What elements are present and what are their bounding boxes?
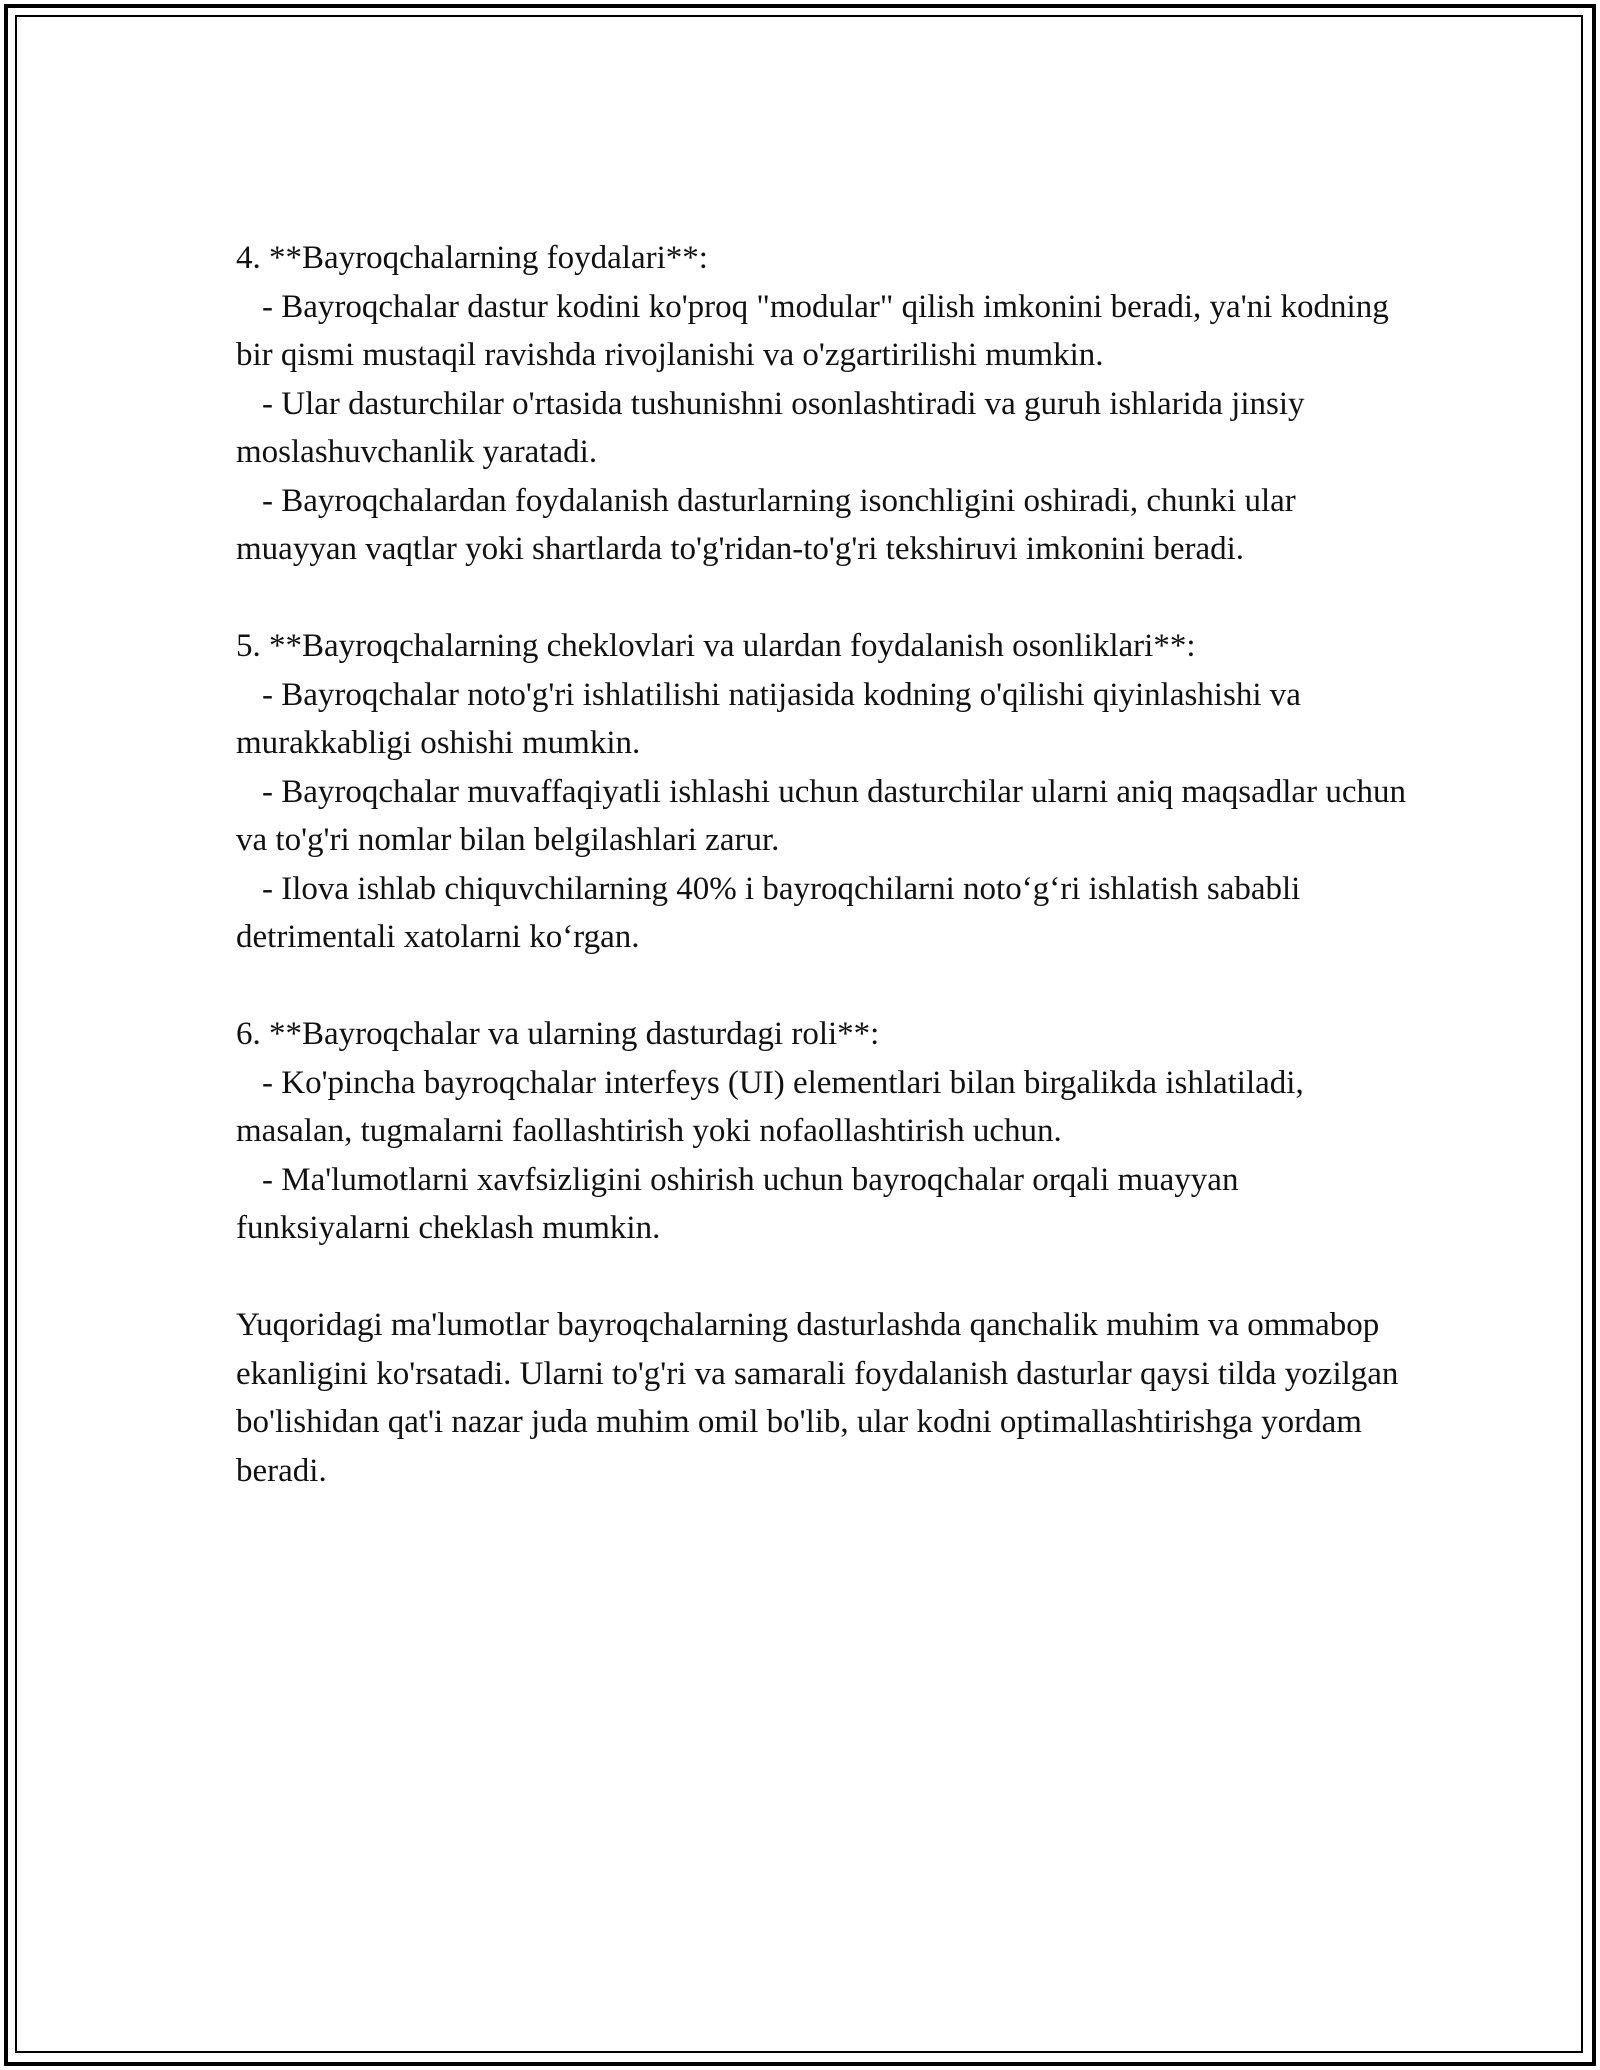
conclusion [236,1301,1406,1495]
list-item [236,671,1406,768]
list-item-continuation: ya'ni kodning bir qismi mustaqil ravishda rivojlanishi va o'zgartirilishi mumkin. [236,288,1389,373]
list-item-first-line: - Bayroqchalardan foydalanish dasturlarning isonchligini oshiradi, chunki [262,482,1237,519]
section-heading: 6. **Bayroqchalar va ularning dasturdagi roli**: [236,1016,880,1052]
conclusion-paragraph: Yuqoridagi ma'lumotlar bayroqchalarning dasturlashda qanchalik muhim va ommabop ekanligini ko'rsatadi. Ularni to'g'ri va samarali foydalanish dasturlar qaysi tilda yozilgan bo'lishidan qat'i nazar juda muhim omil bo'lib, ular kodni optimallashtirishga yordam beradi. [236,1307,1399,1489]
list-item-continuation: qiyinlashishi va murakkabligi oshishi mumkin. [236,676,1301,761]
list-item-continuation: maqsadlar uchun va to'g'ri nomlar bilan belgilashlari zarur. [236,773,1406,858]
list-item [236,768,1406,865]
section-heading: 5. **Bayroqchalarning cheklovlari va ulardan foydalanish osonliklari**: [236,628,1196,664]
section-heading: 4. **Bayroqchalarning foydalari**: [236,240,708,276]
list-item-first-line: - Ma'lumotlarni xavfsizligini oshirish uchun bayroqchalar orqali muayyan [262,1161,1239,1198]
list-item-first-line: - Bayroqchalar noto'g'ri ishlatilishi natijasida kodning o'qilishi [262,676,1085,713]
list-item-first-line: - Ular dasturchilar o'rtasida tushunishni osonlashtiradi va guruh ishlarida [262,385,1223,422]
list-item-first-line: - Ilova ishlab chiquvchilarning 40% i bayroqchilarni noto‘g‘ri ishlatish [262,870,1199,907]
section-4 [236,234,1406,574]
list-item-first-line: - Bayroqchalar muvaffaqiyatli ishlashi uchun dasturchilar ularni aniq [262,773,1174,810]
list-item [236,477,1406,574]
list-item [236,1059,1406,1156]
list-item-continuation: funksiyalarni cheklash mumkin. [236,1210,661,1246]
list-item [236,1156,1406,1253]
list-item-first-line: - Bayroqchalar dastur kodini ko'proq "modular" qilish imkonini beradi, [262,288,1202,325]
list-item-continuation: ular muayyan vaqtlar yoki shartlarda to'g'ridan-to'g'ri tekshiruvi imkonini beradi. [236,482,1296,567]
document-body [236,234,1406,1544]
list-item [236,380,1406,477]
list-item [236,865,1406,962]
list-item [236,283,1406,380]
list-item-first-line: - Ko'pincha bayroqchalar interfeys (UI) elementlari bilan birgalikda [262,1064,1158,1101]
list-item-continuation: sababli detrimentali xatolarni ko‘rgan. [236,870,1301,955]
section-5 [236,622,1406,962]
list-item-continuation: jinsiy moslashuvchanlik yaratadi. [236,385,1305,470]
list-item-continuation: ishlatiladi, masalan, tugmalarni faollashtirish yoki nofaollashtirish uchun. [236,1064,1304,1149]
section-6 [236,1010,1406,1253]
